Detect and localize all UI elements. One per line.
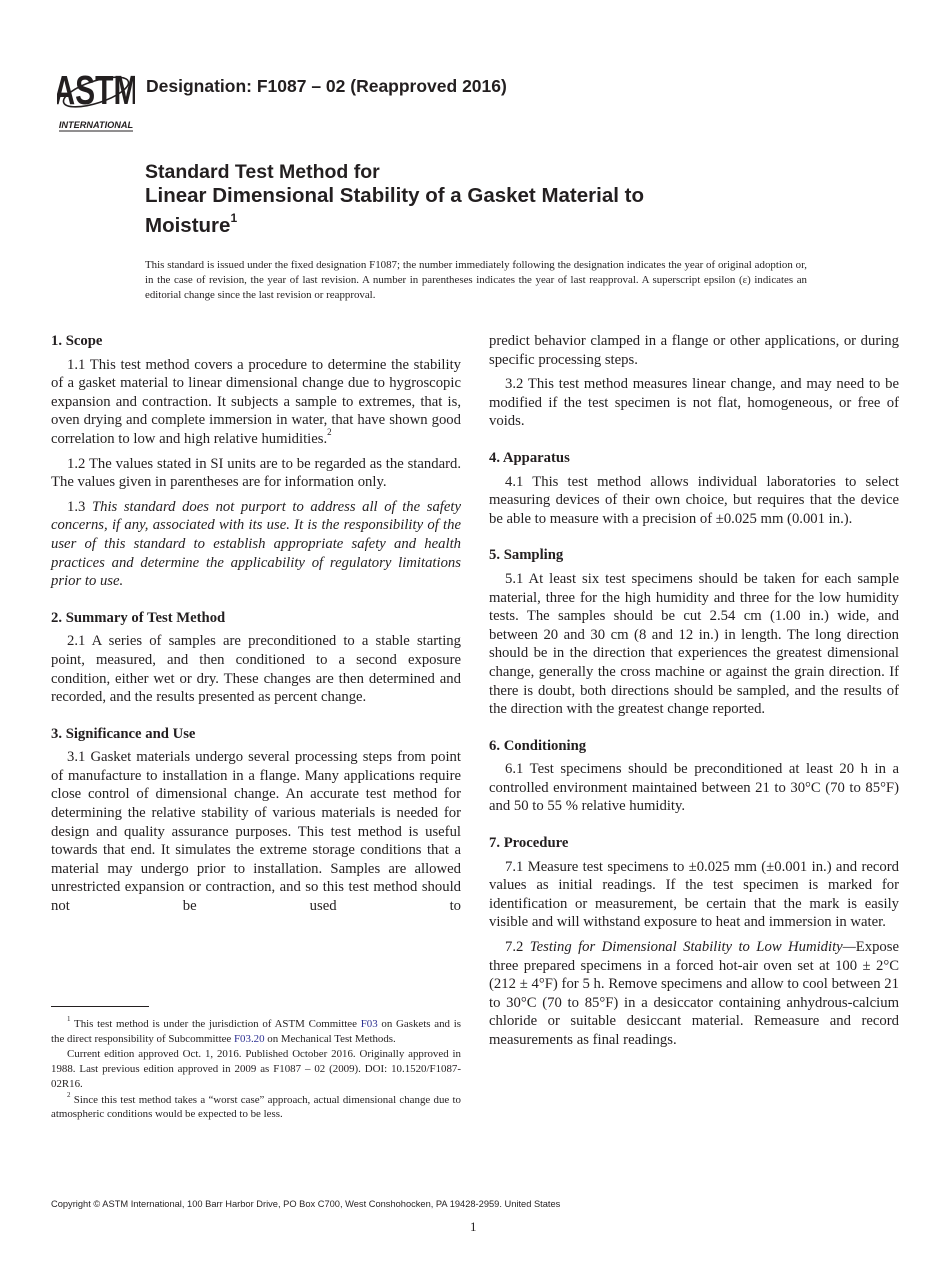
paragraph-7-1: 7.1 Measure test specimens to ±0.025 mm (±0.001 in.) and record values as initial readings. If the test specimen is marked for identification or measurement, be certain that the mark is easily visible and will withstand exposure to heat and immersion in water. <box>489 858 899 931</box>
paragraph-6-1: 6.1 Test specimens should be preconditioned at least 20 h in a controlled environment maintained between 21 to 30°C (70 to 85°F) and 50 to 55 % relative humidity. <box>489 761 899 815</box>
astm-logo-icon <box>57 62 135 134</box>
footnote-ref[interactable]: 2 <box>327 427 332 438</box>
left-column <box>51 332 461 922</box>
section-heading-procedure: 7. Procedure <box>489 835 569 852</box>
designation: Designation: F1087 – 02 (Reapproved 2016) <box>146 76 507 96</box>
paragraph-3-1: 3.1 Gasket materials undergo several processing steps from point of manufacture to installation in a flange. Many applications require close control of dimensional change. An accurate test method for determining the relative stability of various materials is needed for design and quality assurance purposes. This test method is useful towards that end. It simulates the extreme storage conditions that a material may undergo prior to installation. Samples are allowed unrestricted expansion or contraction, and so this test method should not be used to <box>51 749 461 915</box>
footnote-1: $^1$ This test method is under the jurisdiction of ASTM Committee F03 on Gaskets and is the direct responsibility of Subcommittee F03.20 on Mechanical Test Methods. <box>51 1015 461 1045</box>
section-heading-apparatus: 4. Apparatus <box>489 449 570 466</box>
footnote-ref[interactable]: 1 <box>230 211 238 225</box>
edition-note: Current edition approved Oct. 1, 2016. Published October 2016. Originally approved in 1988. Last previous edition approved in 2009 as F1087 – 02 (2009). DOI: 10.1520/F1087-02R16. <box>51 1048 461 1090</box>
footnotes <box>51 1017 461 1123</box>
paragraph-4-1: 4.1 This test method allows individual laboratories to select measuring devices of their own choice, but requires that the device be able to measure with a precision of ±0.025 mm (0.001 in.). <box>489 473 899 527</box>
footnote-divider <box>51 1006 149 1007</box>
footnote-2: $^2$ Since this test method takes a “worst case” approach, actual dimensional change due to atmospheric conditions would be expected to be less. <box>51 1090 461 1121</box>
standard-notice: This standard is issued under the fixed designation F1087; the number immediately following the designation indicates the year of original adoption or, in the case of revision, the year of last revision. A number in parentheses indicates the year of last reapproval. A superscript epsilon (ε) indicates an editorial change since the last revision or reapproval. <box>145 259 807 301</box>
svg-text:ASTM: ASTM <box>57 67 135 113</box>
document-title <box>145 160 845 238</box>
paragraph-3-1-continued: predict behavior clamped in a flange or other applications, or during specific processing steps. <box>489 333 899 368</box>
paragraph-5-1: 5.1 At least six test specimens should be taken for each sample material, three for the high humidity and three for the low humidity tests. The samples should be cut 2.54 cm (1.00 in.) wide, and between 20 and 30 cm (8 and 12 in.) in length. The long direction should be in the direction that experiences the greatest dimensional change, generally the cross machine or against the grain direction. If there is doubt, both directions should be sampled, and the results of the direction with the greatest change reported. <box>489 570 899 718</box>
paragraph-3-2: 3.2 This test method measures linear change, and may need to be modified if the test specimen is not flat, homogeneous, or free of voids. <box>489 376 899 430</box>
section-heading-scope: 1. Scope <box>51 333 103 349</box>
svg-text:INTERNATIONAL: INTERNATIONAL <box>58 120 134 130</box>
title-line-2: Linear Dimensional Stability of a Gasket Material to <box>145 184 644 207</box>
paragraph-2-1: 2.1 A series of samples are preconditioned to a stable starting point, measured, and then conditioned to a second exposure condition, either wet or dry. These changes are then determined and recorded, and the results presented as percent change. <box>51 633 461 706</box>
right-column <box>489 332 899 1056</box>
paragraph-1-2: 1.2 The values stated in SI units are to be regarded as the standard. The values given in parentheses are for information only. <box>51 455 461 491</box>
subcommittee-link-f03-20[interactable]: F03.20 <box>234 1032 265 1045</box>
page-number: 1 <box>470 1219 477 1234</box>
section-heading-significance: 3. Significance and Use <box>51 725 196 742</box>
paragraph-1-3: 1.3 This standard does not purport to address all of the safety concerns, if any, associated with its use. It is the responsibility of the user of this standard to establish appropriate safety and health practices and determine the applicability of regulatory limitations prior to use. <box>51 498 461 590</box>
section-heading-conditioning: 6. Conditioning <box>489 737 587 754</box>
committee-link-f03[interactable]: F03 <box>360 1018 378 1030</box>
paragraph-1-1: 1.1 This test method covers a procedure to determine the stability of a gasket material to linear dimensional change due to hygroscopic expansion and contraction. It subjects a sample to extremes, that is, oven drying and complete immersion in water, that have shown good correlation to low and high relative humidities.$^2$ <box>51 356 461 447</box>
title-line-1: Standard Test Method for <box>145 161 380 183</box>
copyright-notice: Copyright © ASTM International, 100 Barr Harbor Drive, PO Box C700, West Conshohocken, PA 19428-2959. United States <box>51 1199 561 1209</box>
title-line-3: Moisture$^1$ <box>145 211 238 237</box>
section-heading-sampling: 5. Sampling <box>489 547 564 564</box>
section-heading-summary: 2. Summary of Test Method <box>51 609 226 626</box>
astm-logo <box>57 62 135 134</box>
paragraph-7-2: 7.2 Testing for Dimensional Stability to Low Humidity—Expose three prepared specimens in a forced hot-air oven set at 100 ± 2°C (212 ± 4°F) for 5 h. Remove specimens and allow to cool between 21 to 30°C (70 to 85°F) in a desiccator containing anhydrous-calcium chloride or suitable desiccant material. Remeasure and record measurements as final readings. <box>489 939 899 1048</box>
